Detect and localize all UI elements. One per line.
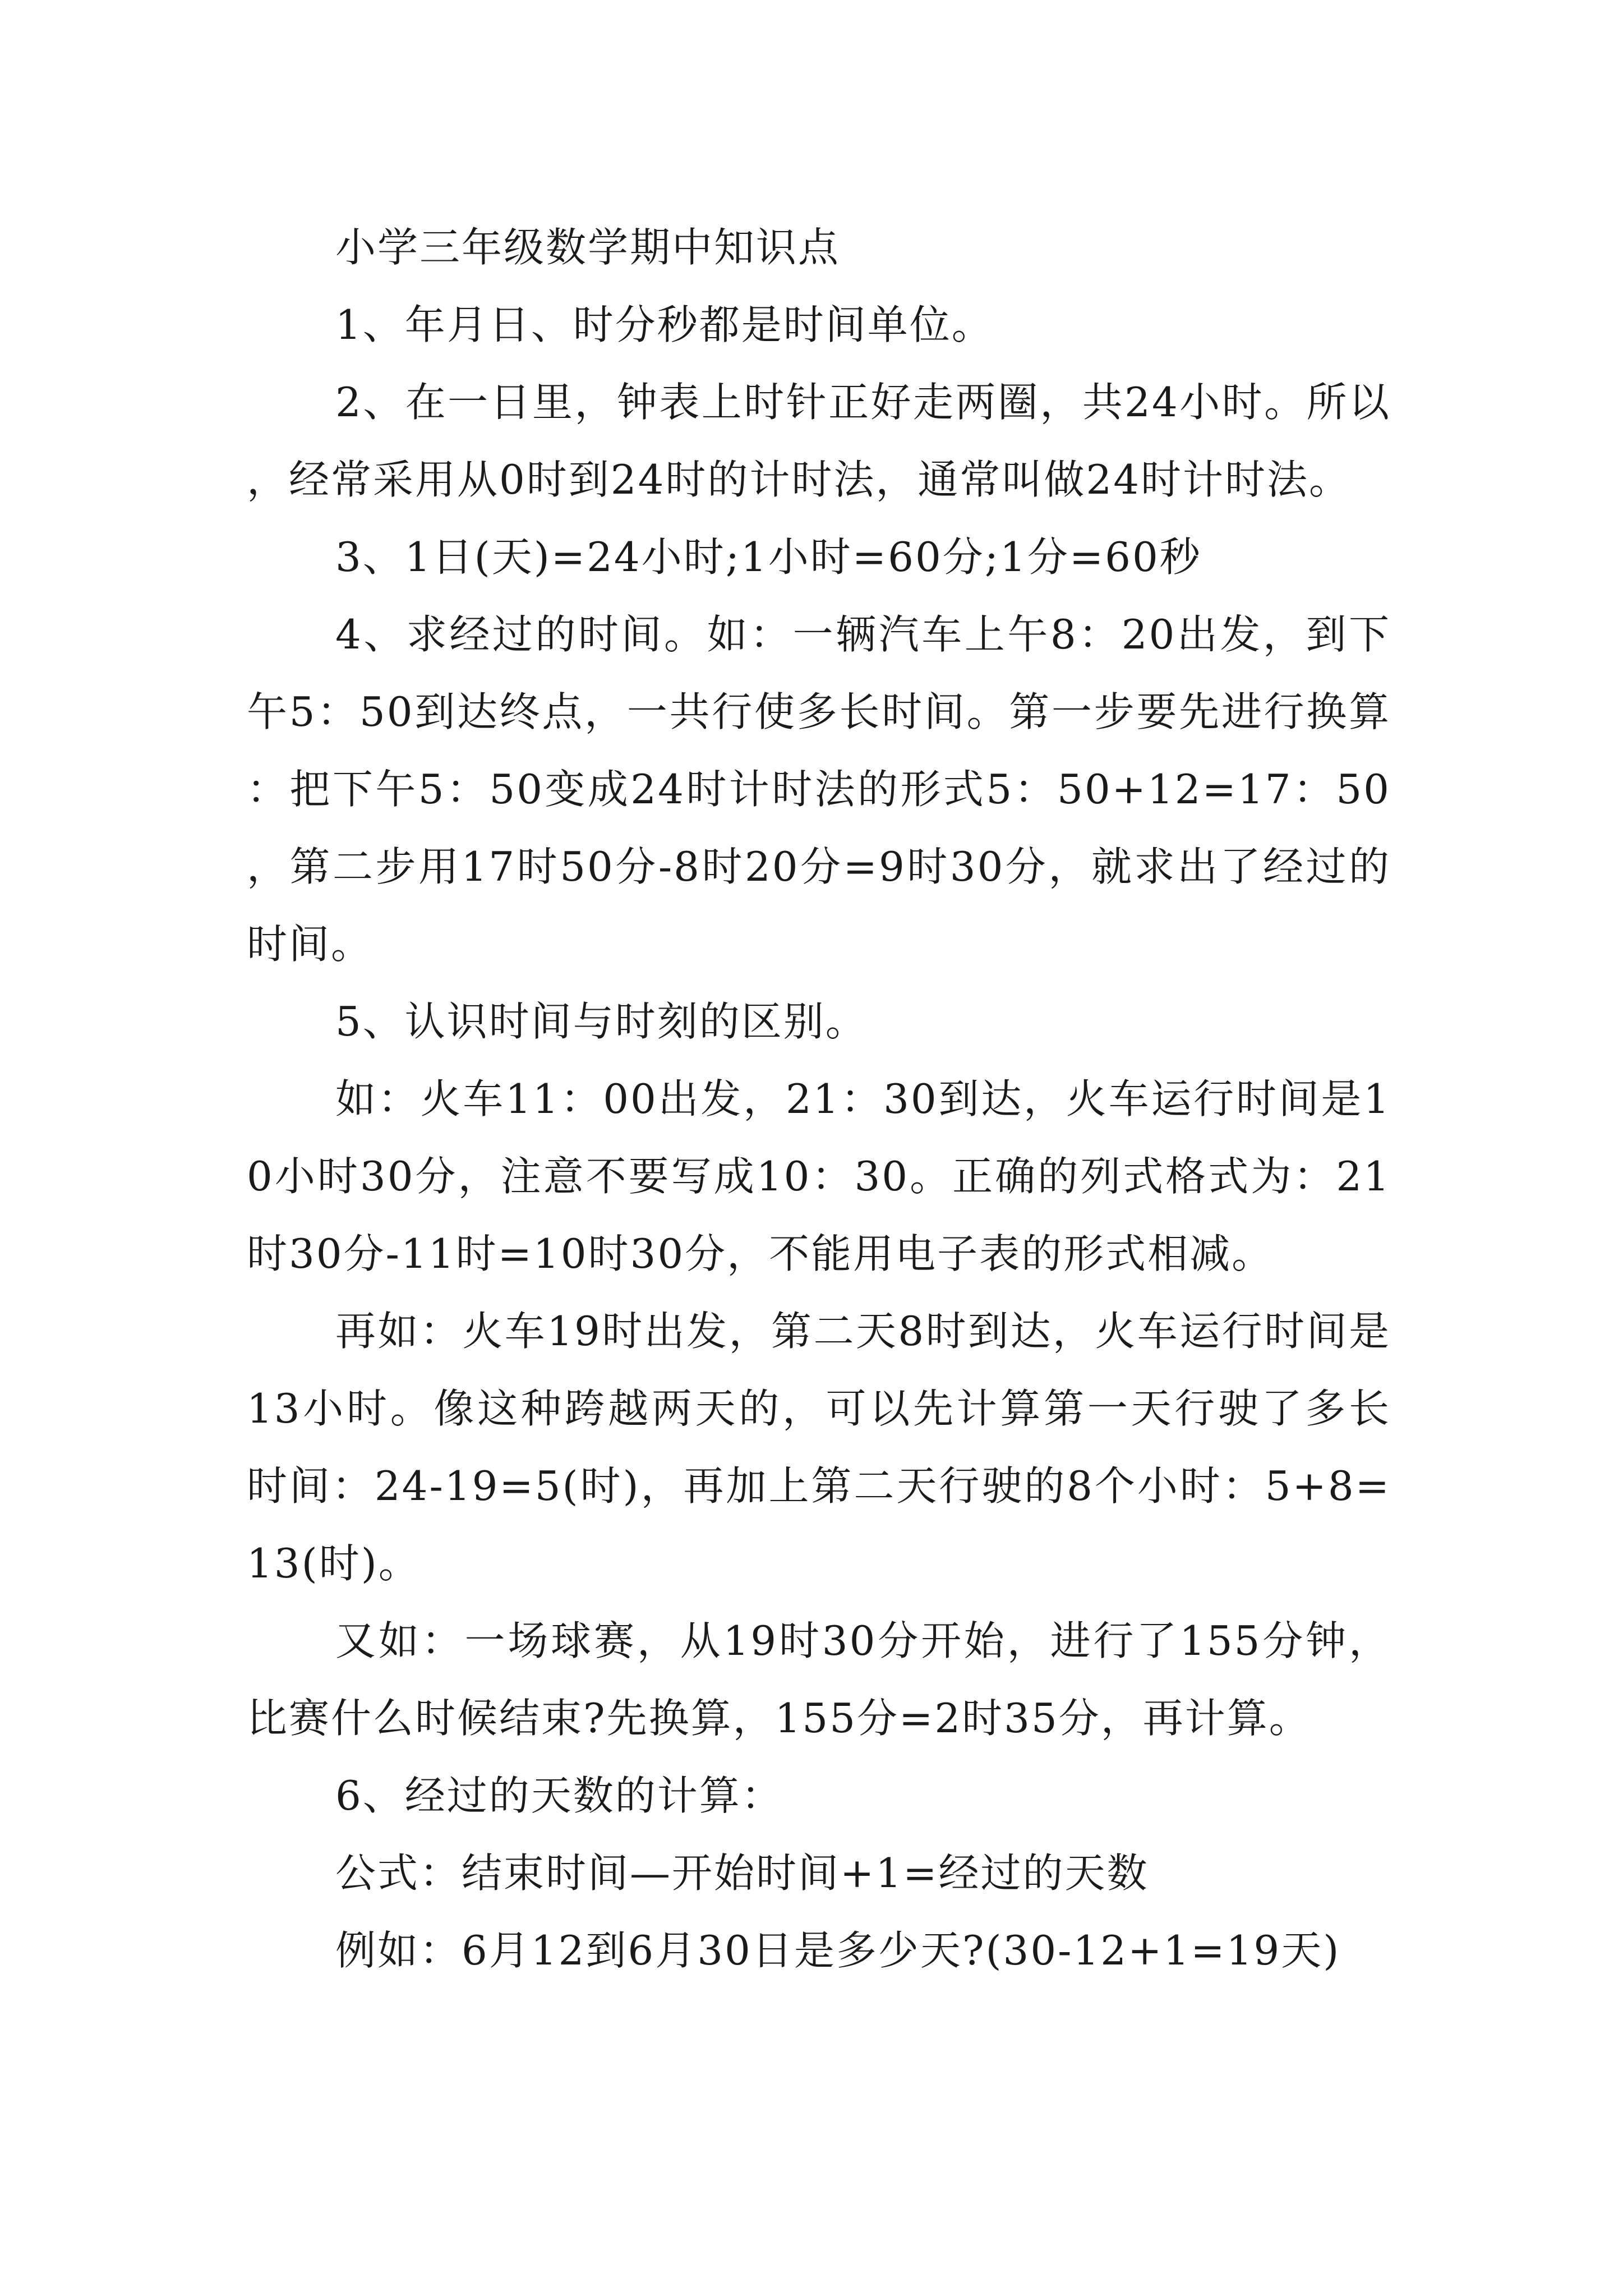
paragraph-5: 5、认识时间与时刻的区别。 <box>335 998 868 1045</box>
paragraph-7: 再如：火车19时出发，第二天8时到达，火车运行时间是13小时。像这种跨越两天的，可以先计算第一天行驶了多长时间：24-19=5(时)，再加上第二天行驶的8个小时：5+8=13(时)。 <box>247 1308 1391 1587</box>
paragraph-9: 6、经过的天数的计算： <box>335 1772 783 1819</box>
paragraph-11: 例如：6月12到6月30日是多少天?(30-12+1=19天) <box>335 1927 1341 1974</box>
paragraph-1: 1、年月日、时分秒都是时间单位。 <box>335 301 994 348</box>
paragraph-8: 又如：一场球赛，从19时30分开始，进行了155分钟，比赛什么时候结束?先换算，155分=2时35分，再计算。 <box>247 1617 1391 1742</box>
paragraph-4: 4、求经过的时间。如：一辆汽车上午8：20出发，到下午5：50到达终点，一共行使多长时间。第一步要先进行换算：把下午5：50变成24时计时法的形式5：50+12=17：50，第二步用17时50分-8时20分=9时30分，就求出了经过的时间。 <box>247 611 1391 968</box>
document-body <box>247 209 1391 1989</box>
document-title: 小学三年级数学期中知识点 <box>335 224 841 271</box>
paragraph-2: 2、在一日里，钟表上时针正好走两圈，共24小时。所以，经常采用从0时到24时的计时法，通常叫做24时计时法。 <box>247 379 1391 503</box>
paragraph-6: 如：火车11：00出发，21：30到达，火车运行时间是10小时30分，注意不要写成10：30。正确的列式格式为：21时30分-11时=10时30分，不能用电子表的形式相减。 <box>247 1075 1391 1277</box>
paragraph-10: 公式：结束时间—开始时间+1=经过的天数 <box>335 1849 1149 1897</box>
paragraph-3: 3、1日(天)=24小时;1小时=60分;1分=60秒 <box>335 533 1202 581</box>
